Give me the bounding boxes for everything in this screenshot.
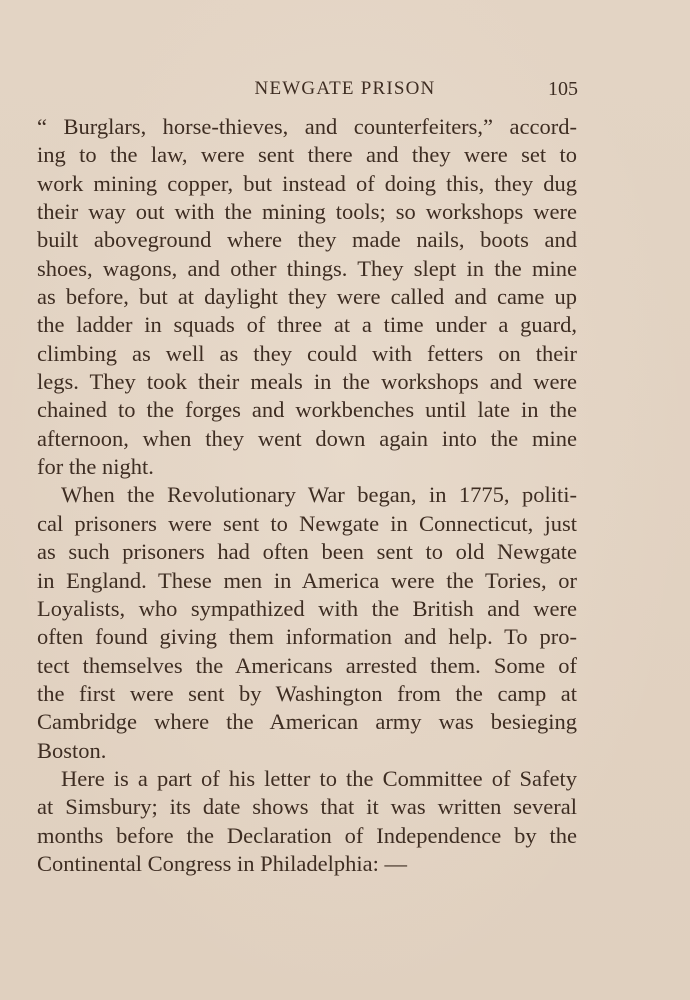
text-line: tect themselves the Americans arrested them. Some of (37, 652, 577, 678)
text-line: the first were sent by Washington from the camp at (37, 680, 577, 706)
text-line: “ Burglars, horse-thieves, and counterfeiters,” accord- (37, 114, 577, 139)
text-line: their way out with the mining tools; so workshops were (37, 199, 577, 225)
text-line: legs. They took their meals in the workshops and were (37, 369, 577, 395)
text-line: climbing as well as they could with fetters on their (37, 340, 577, 366)
text-line: work mining copper, but instead of doing this, they dug (37, 170, 577, 196)
text-line: in England. These men in America were the Tories, or (37, 567, 577, 593)
body-text (37, 113, 577, 878)
text-line: the ladder in squads of three at a time under a guard, (37, 312, 577, 338)
text-line: Cambridge where the American army was besieging (37, 709, 577, 735)
text-line: Loyalists, who sympathized with the British and were (37, 595, 577, 621)
text-line: cal prisoners were sent to Newgate in Connecticut, just (37, 510, 577, 536)
text-line: at Simsbury; its date shows that it was written several (37, 794, 577, 820)
text-line: months before the Declaration of Independence by the (37, 822, 577, 848)
text-line: ing to the law, were sent there and they were set to (37, 142, 577, 168)
text-line: Here is a part of his letter to the Committee of Safety (61, 765, 577, 791)
text-line: chained to the forges and workbenches until late in the (37, 397, 577, 423)
text-line: as before, but at daylight they were called and came up (37, 284, 577, 310)
page-header (0, 76, 690, 102)
text-line: built aboveground where they made nails, boots and (37, 227, 577, 253)
text-line: Boston. (37, 737, 107, 763)
running-title: NEWGATE PRISON (254, 78, 436, 99)
text-line: Continental Congress in Philadelphia: — (37, 850, 407, 876)
text-line: as such prisoners had often been sent to old Newgate (37, 539, 577, 565)
text-line: shoes, wagons, and other things. They slept in the mine (37, 255, 577, 281)
text-line: afternoon, when they went down again into the mine (37, 425, 577, 451)
text-line: for the night. (37, 454, 154, 480)
page-number: 105 (548, 78, 578, 100)
text-line: often found giving them information and help. To pro- (37, 624, 577, 650)
text-line: When the Revolutionary War began, in 1775, politi- (61, 482, 577, 508)
